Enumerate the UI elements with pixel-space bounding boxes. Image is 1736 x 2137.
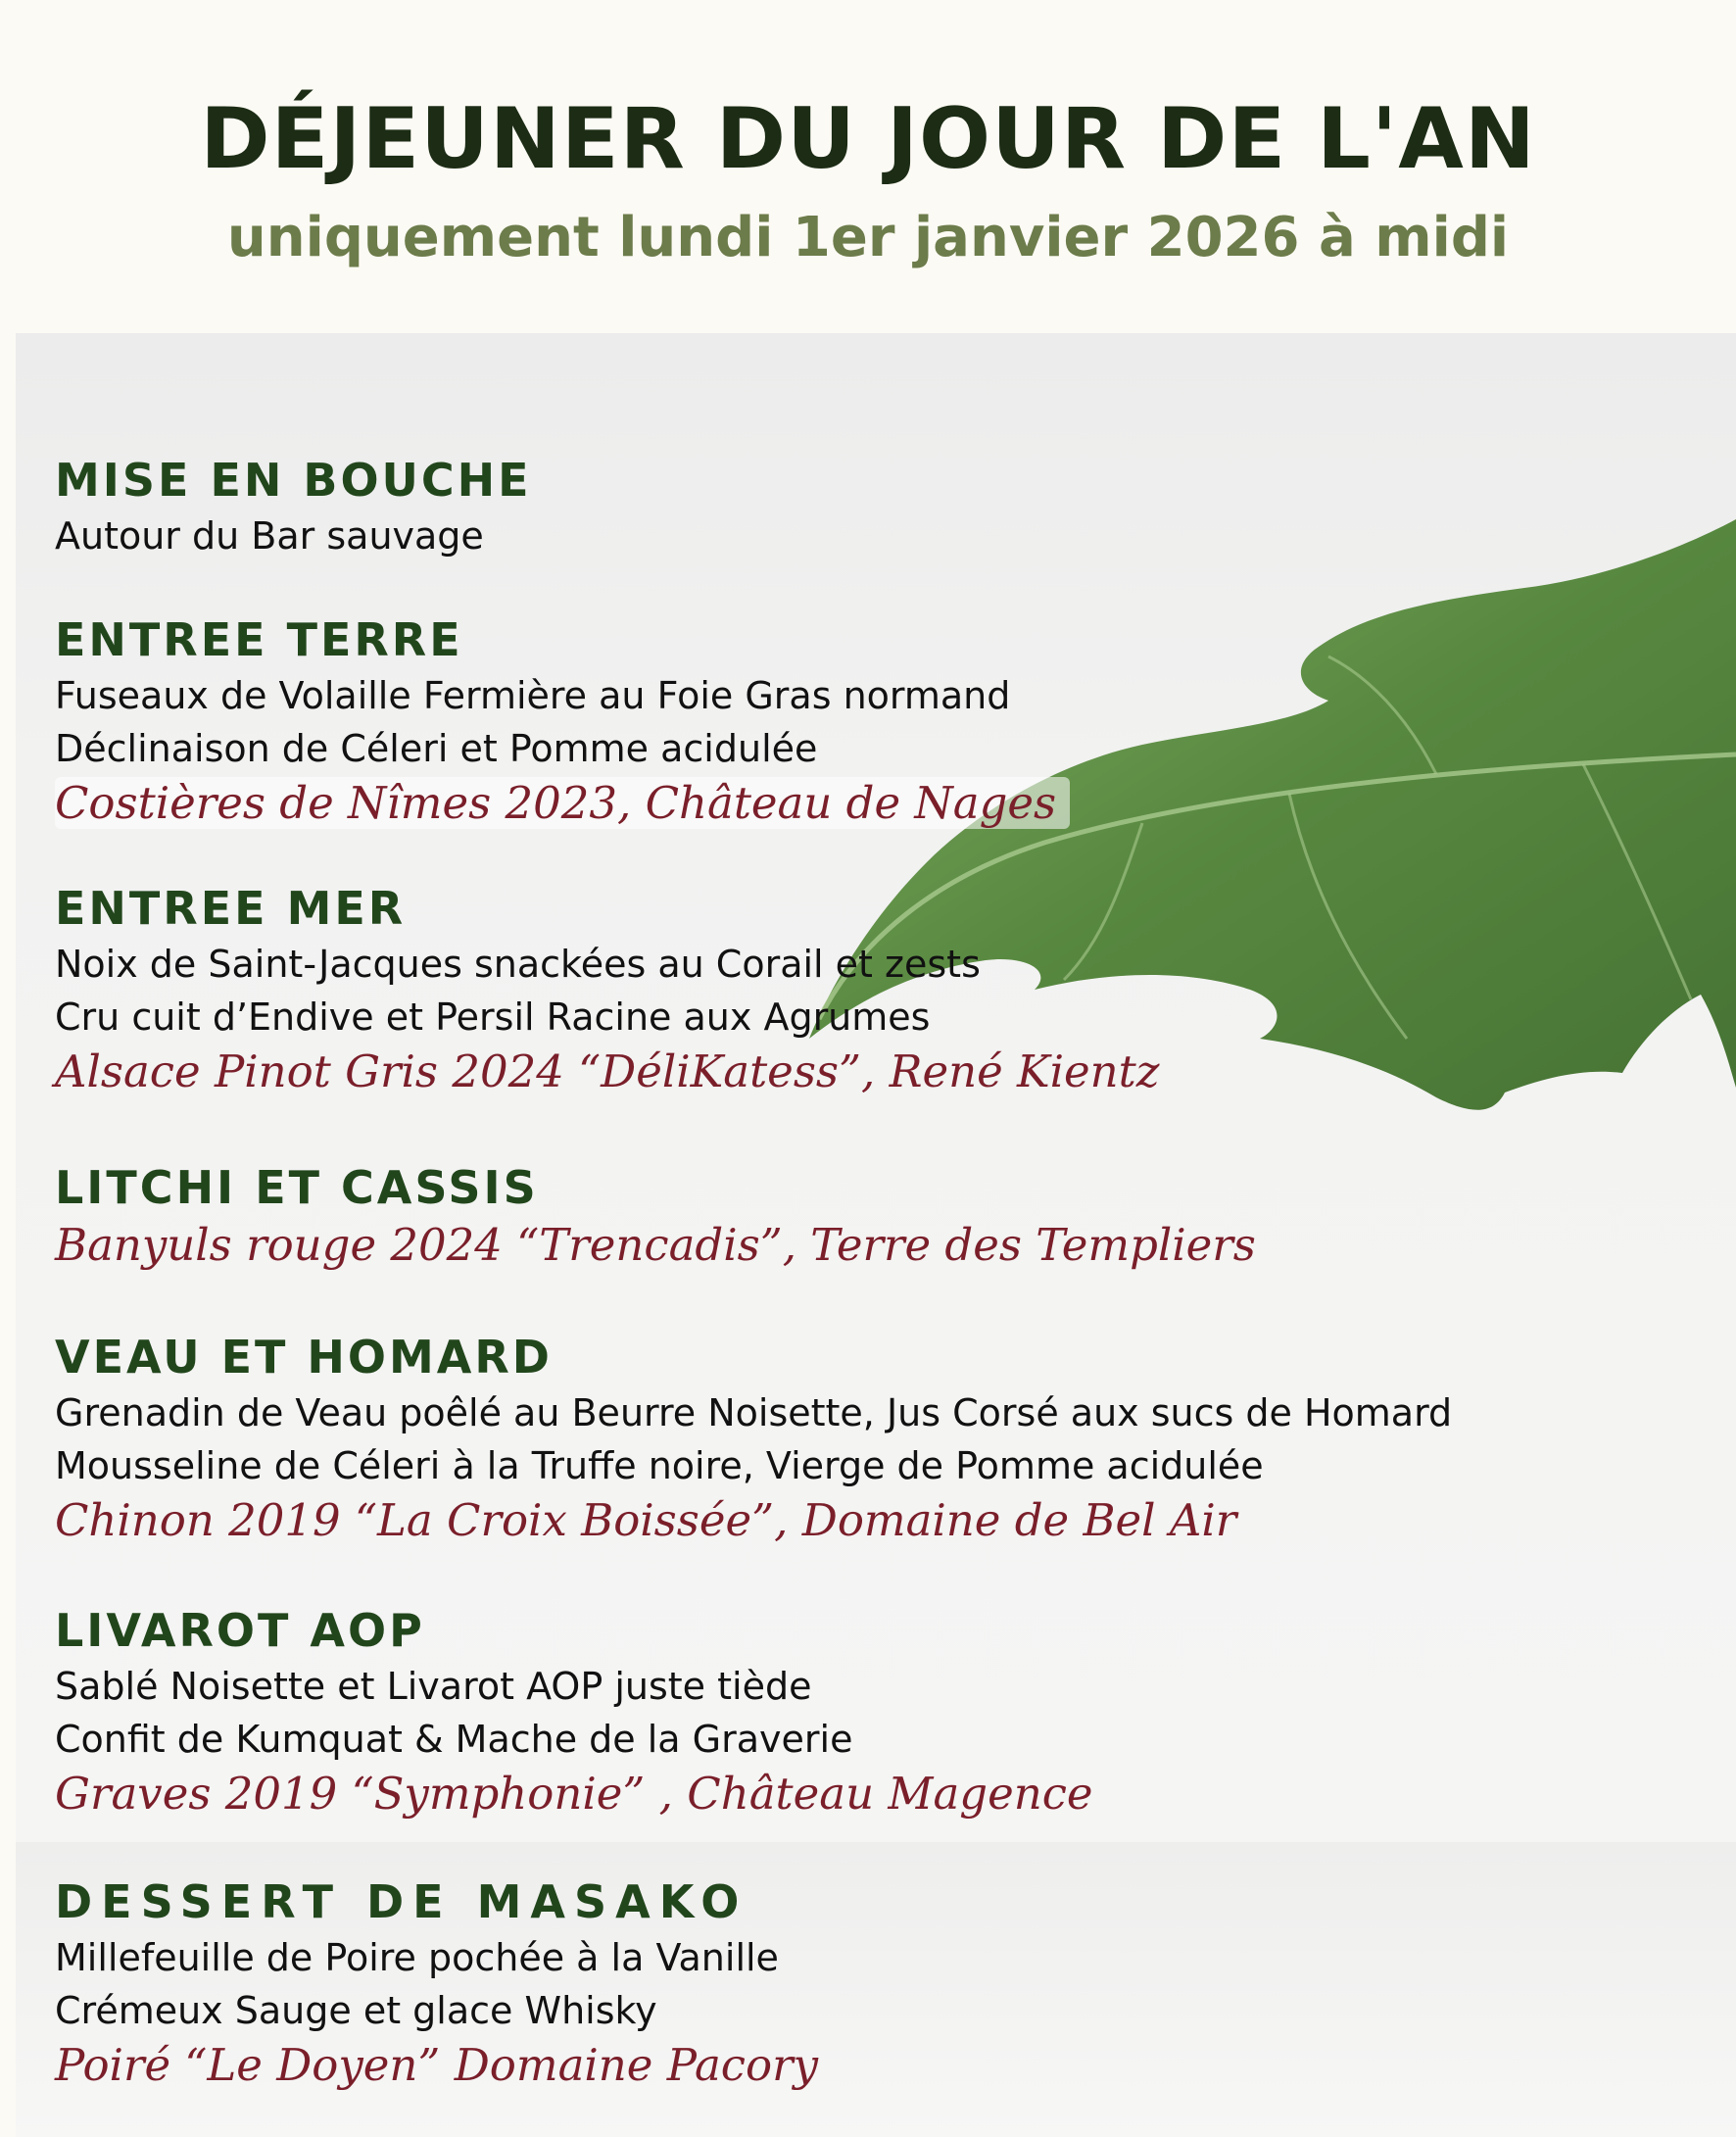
dish-line: Crémeux Sauge et glace Whisky	[55, 1989, 657, 2032]
wine-pairing: Banyuls rouge 2024 “Trencadis”, Terre des Templiers	[55, 1219, 1256, 1271]
wine-pairing: Costières de Nîmes 2023, Château de Nages	[55, 777, 1070, 829]
page-subtitle: uniquement lundi 1er janvier 2026 à midi	[226, 206, 1510, 269]
dish-line: Fuseaux de Volaille Fermière au Foie Gras normand	[55, 674, 1011, 717]
page-title: DÉJEUNER DU JOUR DE L'AN	[200, 90, 1536, 188]
dish-line: Millefeuille de Poire pochée à la Vanille	[55, 1936, 779, 1979]
section-title: ENTREE MER	[55, 882, 407, 935]
section-entree-terre	[55, 610, 1070, 832]
dish-line: Grenadin de Veau poêlé au Beurre Noisette, Jus Corsé aux sucs de Homard	[55, 1391, 1453, 1434]
wine-pairing: Poiré “Le Doyen” Domaine Pacory	[55, 2039, 819, 2091]
dish-line: Noix de Saint-Jacques snackées au Corail et zests	[55, 943, 981, 986]
dish-line: Confit de Kumquat & Mache de la Graverie	[55, 1718, 853, 1761]
section-title: VEAU ET HOMARD	[55, 1331, 553, 1384]
section-mise-en-bouche	[55, 451, 532, 562]
section-litchi-et-cassis	[55, 1158, 1256, 1274]
dish-line: Sablé Noisette et Livarot AOP juste tiède	[55, 1665, 812, 1708]
section-title: MISE EN BOUCHE	[55, 454, 532, 507]
header	[0, 0, 1736, 333]
section-entree-mer	[55, 879, 1159, 1100]
section-title: ENTREE TERRE	[55, 613, 463, 666]
wine-pairing: Graves 2019 “Symphonie” , Château Magence	[55, 1768, 1093, 1820]
dish-line: Mousseline de Céleri à la Truffe noire, Vierge de Pomme acidulée	[55, 1444, 1264, 1487]
dish-line: Cru cuit d’Endive et Persil Racine aux Agrumes	[55, 996, 931, 1039]
section-title: DESSERT DE MASAKO	[55, 1875, 748, 1928]
section-veau-et-homard	[55, 1328, 1452, 1549]
section-title: LITCHI ET CASSIS	[55, 1161, 539, 1214]
wine-pairing: Alsace Pinot Gris 2024 “DéliKatess”, René Kientz	[55, 1045, 1160, 1097]
dish-line: Déclinaison de Céleri et Pomme acidulée	[55, 727, 818, 770]
dish-line: Autour du Bar sauvage	[55, 514, 484, 558]
wine-pairing: Chinon 2019 “La Croix Boissée”, Domaine de Bel Air	[55, 1494, 1237, 1546]
section-title: LIVAROT AOP	[55, 1604, 425, 1657]
section-livarot-aop	[55, 1601, 1093, 1822]
section-dessert-de-masako	[55, 1872, 818, 2094]
